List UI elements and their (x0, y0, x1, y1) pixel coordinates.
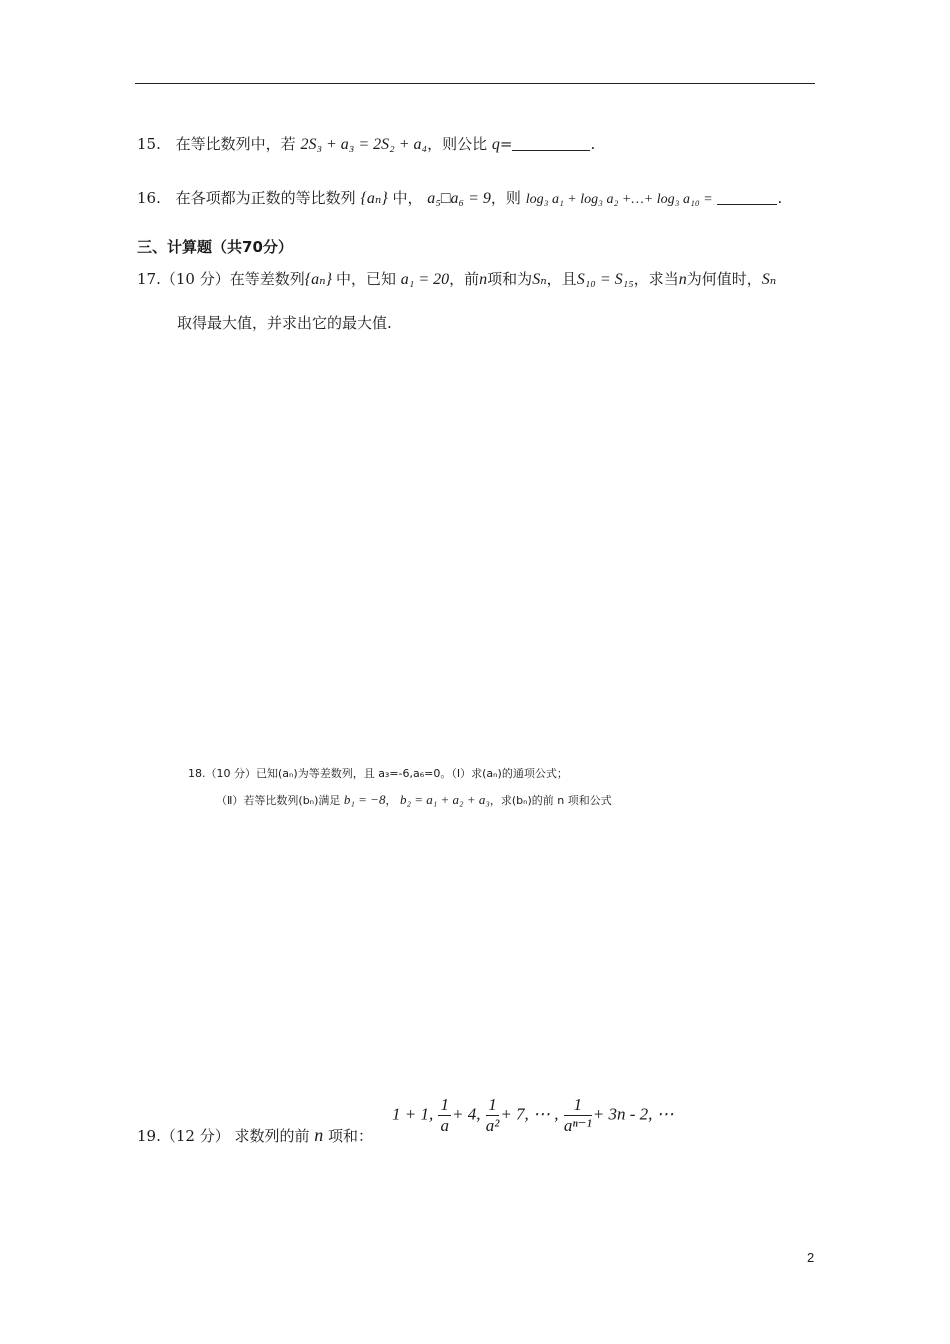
q17-line2: 取得最大值，并求出它的最大值. (177, 314, 392, 332)
q15-answer-blank[interactable] (512, 150, 590, 151)
q16-set: {aₙ} (360, 190, 388, 207)
q19-frac-1 (438, 1095, 451, 1136)
q17-t5: ，且 (546, 270, 577, 288)
question-19-label (137, 1125, 373, 1146)
question-16 (137, 187, 782, 208)
q19-frac-2-den: a² (485, 1116, 500, 1135)
q18-line2b: ，求(bₙ)的前 n 项和公式 (489, 794, 612, 807)
page-number: 2 (807, 1250, 815, 1265)
q17-t6: ，求当 (633, 270, 679, 288)
q19-frac-3-num: 1 (564, 1095, 592, 1116)
q16-text: 在各项都为正数的等比数列 (175, 189, 356, 207)
q17-sn: Sₙ (532, 271, 547, 288)
q16-then: ，则 (490, 189, 521, 207)
q16-answer-blank[interactable] (717, 204, 777, 205)
q15-suffix: ，则公比 (427, 135, 488, 153)
q15-text: 在等比数列中，若 (175, 135, 296, 153)
q18-line2a: （Ⅱ）若等比数列(bₙ)满足 (216, 794, 341, 807)
q16-end: . (777, 189, 783, 207)
q17-n: n (479, 271, 488, 288)
q17-t3: ，前 (449, 270, 480, 288)
q15-q-var: q (491, 136, 500, 153)
q17-line1: 17.（10 分）在等差数列 (137, 270, 305, 288)
q19-label: 19.（12 分） 求数列的前 (137, 1127, 310, 1145)
q19-n: n (314, 1125, 324, 1145)
q19-frac-1-den: a (440, 1116, 449, 1135)
q15-formula: 2S₃ + a₃ = 2S₂ + a₄ (300, 136, 428, 153)
q19-frac-3-den: aⁿ⁻¹ (563, 1116, 592, 1135)
q19-t2-add: + 7, ⋯ , (500, 1104, 559, 1124)
q15-number: 15. (137, 135, 161, 153)
q17-t4: 项和为 (487, 270, 533, 288)
question-18-part2: （Ⅱ）若等比数列(bₙ)满足 b₁ = −8， b₂ = a₁ + a₂ + a₃，求(bₙ)的前 n 项和公式 (216, 792, 612, 807)
q19-sequence (392, 1095, 674, 1136)
q19-seq-start: 1 + 1, (392, 1104, 434, 1124)
header-rule (135, 83, 815, 84)
q19-frac-2 (486, 1095, 500, 1136)
q17-n2: n (678, 271, 687, 288)
section-3-title: 三、计算题（共70分） (137, 238, 293, 256)
q19-t3-add: + 3n - 2, ⋯ (592, 1104, 674, 1124)
q16-log-expr: log₃ a₁ + log₃ a₂ +…+ log₃ a₁₀ = (525, 192, 713, 207)
q17-t7: 为何值时， (686, 270, 762, 288)
q19-frac-1-num: 1 (440, 1095, 449, 1114)
q17-t2: 中，已知 (336, 270, 397, 288)
q17-a1: a₁ = 20 (400, 271, 450, 288)
q18-line1: 18.（10 分）已知(aₙ)为等差数列，且 a₃=-6,a₆=0。（Ⅰ）求(aₙ)的通项公式； (188, 767, 568, 780)
q15-eq: = (499, 135, 513, 153)
q19-frac-2-num: 1 (486, 1095, 500, 1116)
q15-end: . (590, 135, 596, 153)
q17-set: {aₙ} (304, 271, 332, 288)
q16-number: 16. (137, 189, 161, 207)
q16-middle: 中， (392, 189, 423, 207)
question-15 (137, 133, 595, 154)
q19-frac-3 (564, 1095, 592, 1136)
question-17 (137, 268, 776, 289)
q17-eq: S₁₀ = S₁₅ (576, 271, 634, 288)
q18-b2: b₂ = a₁ + a₂ + a₃ (399, 792, 490, 807)
q16-product: a₅□a₆ = 9 (427, 190, 491, 207)
q18-b1: b₁ = −8 (343, 792, 386, 807)
q19-t1-add: + 4, (451, 1104, 481, 1124)
q17-sn2: Sₙ (761, 271, 777, 288)
q19-label2: 项和： (328, 1127, 374, 1145)
